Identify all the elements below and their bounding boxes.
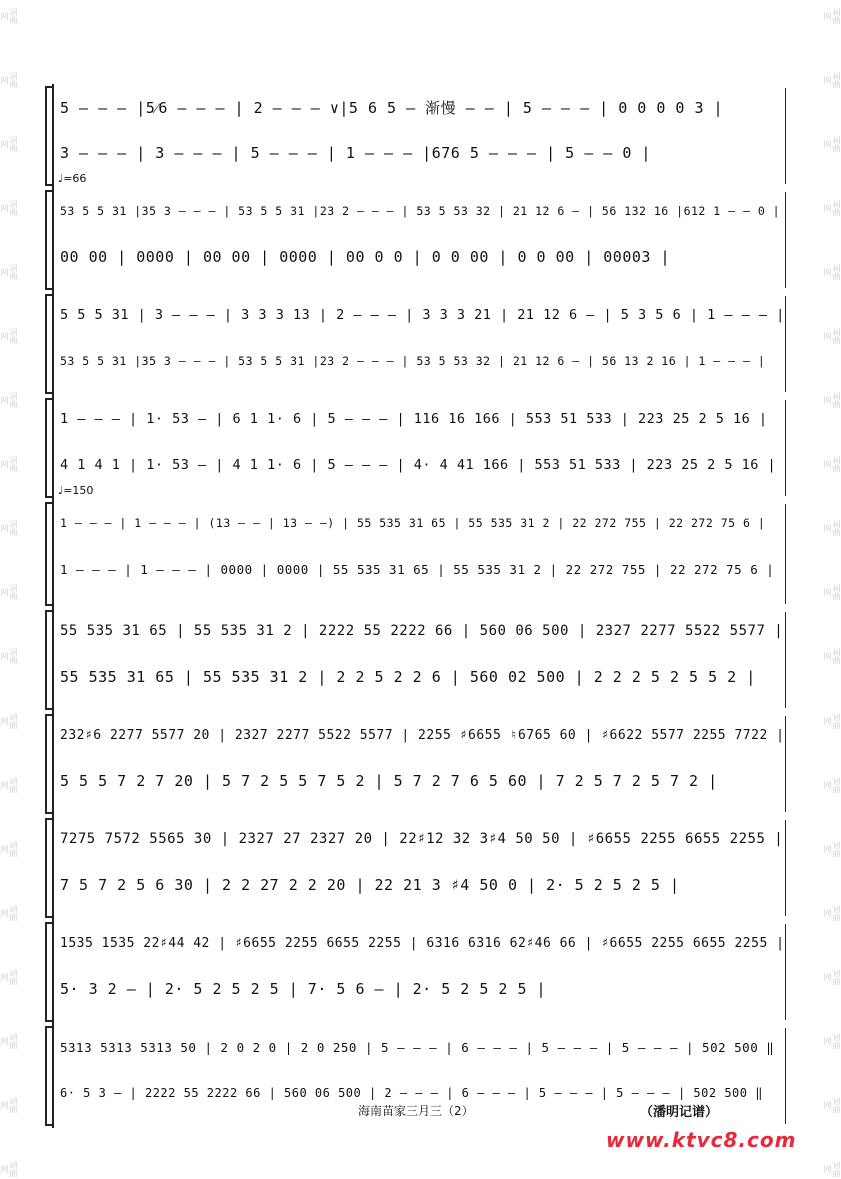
watermark-text: 词曲网	[823, 328, 841, 345]
watermark-text: 词曲网	[823, 392, 841, 409]
page-footer-title: 海南苗家三月三（2）	[358, 1104, 474, 1118]
upper-part-line: 53 5 5 31 |35 3 – – – | 53 5 5 31 |23 2 – – – | 53 5 53 32 | 21 12 6 – | 56 132 16 |612 1 – – 0 |	[60, 204, 781, 218]
upper-part-line: 7275 7572 5565 30 | 2327 27 2327 20 | 22♯12 32 3♯4 50 50 | ♯6655 2255 6655 2255 |	[60, 831, 784, 847]
watermark-text: 词曲网	[823, 1160, 841, 1177]
lower-part-line: 3 – – – | 3 – – – | 5 – – – | 1 – – – |676 5 – – – | 5 – – 0 |	[60, 144, 651, 162]
watermark-text: 词曲网	[823, 136, 841, 153]
watermark-text: 词曲网	[823, 1096, 841, 1113]
watermark-text: 词曲网	[823, 904, 841, 921]
watermark-text: 词曲网	[0, 1096, 18, 1113]
watermark-text: 词曲网	[823, 712, 841, 729]
score-system	[52, 920, 786, 1024]
lower-part-line: 7 5 7 2 5 6 30 | 2 2 27 2 2 20 | 22 21 3 ♯4 50 0 | 2· 5 2 5 2 5 |	[60, 876, 680, 894]
lower-part-line: 6· 5 3 – | 2222 55 2222 66 | 560 06 500 | 2 – – – | 6 – – – | 5 – – – | 5 – – – | 502 500 ‖	[60, 1086, 763, 1100]
score	[52, 84, 786, 1128]
watermark-text: 词曲网	[823, 72, 841, 89]
upper-part-line: 1 – – – | 1· 53 – | 6 1 1· 6 | 5 – – – | 116 16 166 | 553 51 533 | 223 25 2 5 16 |	[60, 411, 768, 427]
upper-part-line: 5 5 5 31 | 3 – – – | 3 3 3 13 | 2 – – – | 3 3 3 21 | 21 12 6 – | 5 3 5 6 | 1 – – – |	[60, 307, 785, 323]
score-system	[52, 816, 786, 920]
barline	[785, 88, 786, 184]
barline	[785, 820, 786, 916]
upper-part-line: 232♯6 2277 5577 20 | 2327 2277 5522 5577 | 2255 ♯6655 ♮6765 60 | ♯6622 5577 2255 7722 |	[60, 727, 785, 743]
watermark-text: 词曲网	[0, 328, 18, 345]
lower-part-line: 5· 3 2 – | 2· 5 2 5 2 5 | 7· 5 6 – | 2· 5 2 5 2 5 |	[60, 980, 547, 998]
watermark-text: 词曲网	[823, 648, 841, 665]
watermark-text: 词曲网	[0, 776, 18, 793]
watermark-text: 词曲网	[823, 968, 841, 985]
transcriber-credit: （潘明记谱）	[640, 1105, 719, 1120]
score-system	[52, 712, 786, 816]
watermark-text: 词曲网	[0, 840, 18, 857]
watermark-text: 词曲网	[0, 584, 18, 601]
watermark-text: 词曲网	[823, 8, 841, 25]
watermark-text: 词曲网	[0, 712, 18, 729]
watermark-text: 词曲网	[0, 200, 18, 217]
watermark-text: 词曲网	[0, 1032, 18, 1049]
barline	[785, 924, 786, 1020]
lower-part-line: 4 1 4 1 | 1· 53 – | 4 1 1· 6 | 5 – – – | 4· 4 41 166 | 553 51 533 | 223 25 2 5 16 |	[60, 457, 777, 473]
watermark-text: 词曲网	[0, 392, 18, 409]
score-system	[52, 172, 786, 292]
watermark-text: 词曲网	[823, 520, 841, 537]
lower-part-line: 5 5 5 7 2 7 20 | 5 7 2 5 5 7 5 2 | 5 7 2 7 6 5 60 | 7 2 5 7 2 5 7 2 |	[60, 772, 718, 790]
watermark-text: 词曲网	[0, 520, 18, 537]
barline	[785, 192, 786, 288]
tempo-marking: ♩=150	[58, 484, 94, 497]
barline	[785, 716, 786, 812]
watermark-text: 词曲网	[0, 8, 18, 25]
lower-part-line: 00 00 | 0000 | 00 00 | 0000 | 00 0 0 | 0 0 00 | 0 0 00 | 00003 |	[60, 248, 670, 266]
lower-part-line: 1 – – – | 1 – – – | 0000 | 0000 | 55 535 31 65 | 55 535 31 2 | 22 272 755 | 22 272 75 6 |	[60, 561, 775, 577]
watermark-text: 词曲网	[0, 648, 18, 665]
upper-part-line: 55 535 31 65 | 55 535 31 2 | 2222 55 2222 66 | 560 06 500 | 2327 2277 5522 5577 |	[60, 623, 784, 639]
barline	[785, 1028, 786, 1124]
right-watermark-column	[823, 0, 841, 1179]
upper-part-line: 1535 1535 22♯44 42 | ♯6655 2255 6655 2255 | 6316 6316 62♯46 66 | ♯6655 2255 6655 2255 |	[60, 935, 785, 951]
score-system	[52, 292, 786, 396]
watermark-text: 词曲网	[823, 584, 841, 601]
score-system	[52, 396, 786, 500]
watermark-text: 词曲网	[0, 72, 18, 89]
watermark-text: 词曲网	[0, 904, 18, 921]
lower-part-line: 53 5 5 31 |35 3 – – – | 53 5 5 31 |23 2 – – – | 53 5 53 32 | 21 12 6 – | 56 13 2 16 | 1 – – – |	[60, 354, 766, 368]
watermark-text: 词曲网	[823, 840, 841, 857]
upper-part-line: 1 – – – | 1 – – – | (13 – – | 13 – –) | 55 535 31 65 | 55 535 31 2 | 22 272 755 | 22 272 75 6 |	[60, 516, 766, 530]
watermark-text: 词曲网	[0, 264, 18, 281]
watermark-text: 词曲网	[0, 968, 18, 985]
score-system	[52, 608, 786, 712]
watermark-text: 词曲网	[823, 1032, 841, 1049]
site-url[interactable]: www.ktvc8.com	[606, 1128, 797, 1152]
watermark-text: 词曲网	[823, 456, 841, 473]
lower-part-line: 55 535 31 65 | 55 535 31 2 | 2 2 5 2 2 6 | 560 02 500 | 2 2 2 5 2 5 5 2 |	[60, 668, 756, 686]
barline	[785, 296, 786, 392]
upper-part-line: 5313 5313 5313 50 | 2 0 2 0 | 2 0 250 | 5 – – – | 6 – – – | 5 – – – | 5 – – – | 502 500 ‖	[60, 1039, 775, 1055]
upper-part-line: 5 – – – |5⁄6 – – – | 2 – – – ∨|5 6 5 – 渐慢 – – | 5 – – – | 0 0 0 0 3 |	[60, 98, 724, 117]
score-system	[52, 484, 786, 608]
score-system	[52, 84, 786, 188]
watermark-text: 词曲网	[0, 1160, 18, 1177]
watermark-text: 词曲网	[823, 776, 841, 793]
tempo-marking: ♩=66	[58, 172, 87, 185]
watermark-text: 词曲网	[823, 264, 841, 281]
watermark-text: 词曲网	[823, 200, 841, 217]
watermark-text: 词曲网	[0, 136, 18, 153]
watermark-text: 词曲网	[0, 456, 18, 473]
barline	[785, 400, 786, 496]
left-watermark-column	[0, 0, 18, 1179]
barline	[785, 612, 786, 708]
barline	[785, 504, 786, 604]
